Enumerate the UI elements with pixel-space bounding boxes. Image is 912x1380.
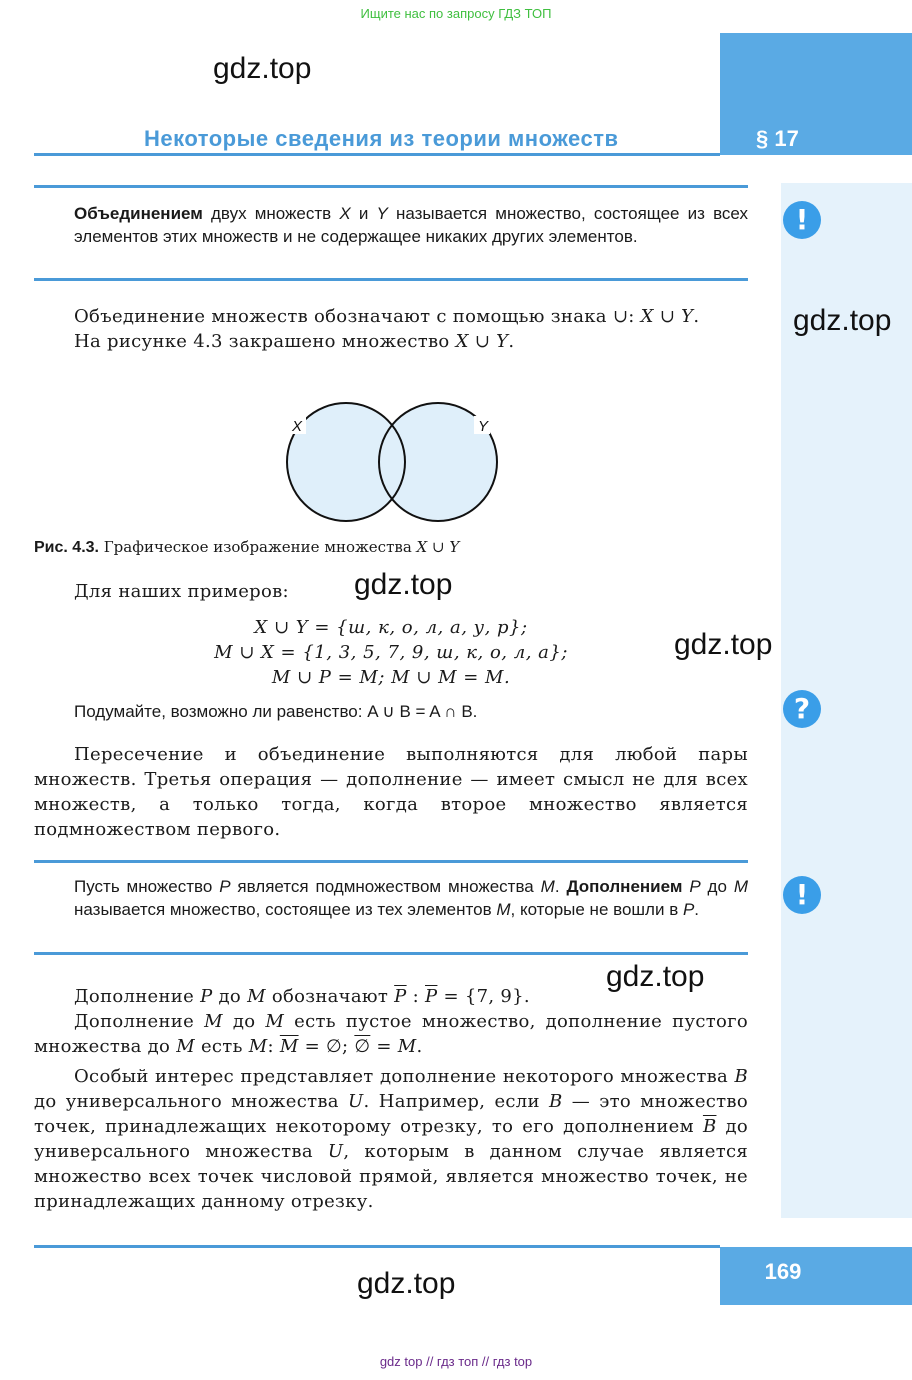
watermark: gdz.top bbox=[793, 304, 892, 337]
page-number: 169 bbox=[764, 1259, 802, 1284]
exclamation-icon: ! bbox=[783, 876, 821, 914]
paragraph-union-notation: Объединение множеств обозначают с помощью знака ∪: X ∪ Y. На рисунке 4.3 закрашено множество X ∪ Y. bbox=[74, 306, 700, 352]
question-text: Подумайте, возможно ли равенство: A ∪ B = A ∩ B. bbox=[74, 702, 478, 721]
definition-rule-bottom bbox=[34, 278, 748, 281]
question-icon: ? bbox=[783, 690, 821, 728]
definition-rule-bottom bbox=[34, 952, 748, 955]
footer-rule bbox=[34, 1245, 720, 1248]
paragraph-operations: Пересечение и объединение выполняются для любой пары множеств. Третья операция — дополнение — имеет смысл не для всех множеств, а только тогда, когда второе множество является подмножеством первого. bbox=[34, 744, 748, 840]
chapter-title: Некоторые сведения из теории множеств bbox=[144, 126, 619, 151]
example-line-1: X ∪ Y = {ш, к, о, л, а, у, р}; bbox=[254, 617, 528, 638]
top-banner: Ищите нас по запросу ГДЗ ТОП bbox=[360, 6, 552, 21]
label-x: X bbox=[292, 418, 303, 435]
watermark: gdz.top bbox=[674, 628, 773, 661]
header-accent-block bbox=[720, 33, 912, 155]
exclamation-icon: ! bbox=[783, 201, 821, 239]
watermark: gdz.top bbox=[213, 52, 312, 85]
venn-diagram bbox=[270, 392, 520, 532]
watermark: gdz.top bbox=[357, 1267, 456, 1300]
label-y: Y bbox=[478, 418, 489, 435]
paragraph-complement-notation: Дополнение P до M обозначают $\overline{P}$ : $\overline{P} = \{7$, 9}. bbox=[74, 986, 530, 1007]
definition-rule-top bbox=[34, 860, 748, 863]
bottom-links: gdz top // гдз топ // гдз top bbox=[379, 1354, 533, 1369]
example-line-3: M ∪ P = M; M ∪ M = M. bbox=[271, 667, 511, 688]
watermark: gdz.top bbox=[354, 568, 453, 601]
section-number: § 17 bbox=[756, 126, 799, 151]
definition-complement: Пусть множество P является подмножеством множества M. Дополнением P до M называется множество, состоящее из тех элементов M, которые не вошли в P. bbox=[74, 877, 748, 919]
example-line-2: M ∪ X = {1, 3, 5, 7, 9, ш, к, о, л, а}; bbox=[214, 642, 568, 663]
figure-caption: Рис. 4.3. Графическое изображение множества X ∪ Y bbox=[34, 538, 460, 556]
paragraph-empty-set: Дополнение M до M есть пустое множество, дополнение пустого множества до M есть M: $\overline{M}$ = ∅; ∅ = M. bbox=[34, 1011, 748, 1057]
header-rule bbox=[34, 153, 720, 156]
examples-intro: Для наших примеров: bbox=[74, 581, 289, 602]
watermark: gdz.top bbox=[606, 960, 705, 993]
paragraph-universal-complement: Особый интерес представляет дополнение некоторого множества B до универсального множества U. Например, если B — это множество точек, принадлежащих некоторому отрезку, то его дополнением $\overline{B}$ до универсального множества U, которым в данном случае является множество всех точек числовой прямой, является множество точек, не принадлежащих данному отрезку. bbox=[34, 1066, 749, 1212]
definition-union: Объединением двух множеств X и Y называется множество, состоящее из всех элементов этих множеств и не содержащее никаких других элементов. bbox=[74, 204, 748, 246]
definition-rule-top bbox=[34, 185, 748, 188]
